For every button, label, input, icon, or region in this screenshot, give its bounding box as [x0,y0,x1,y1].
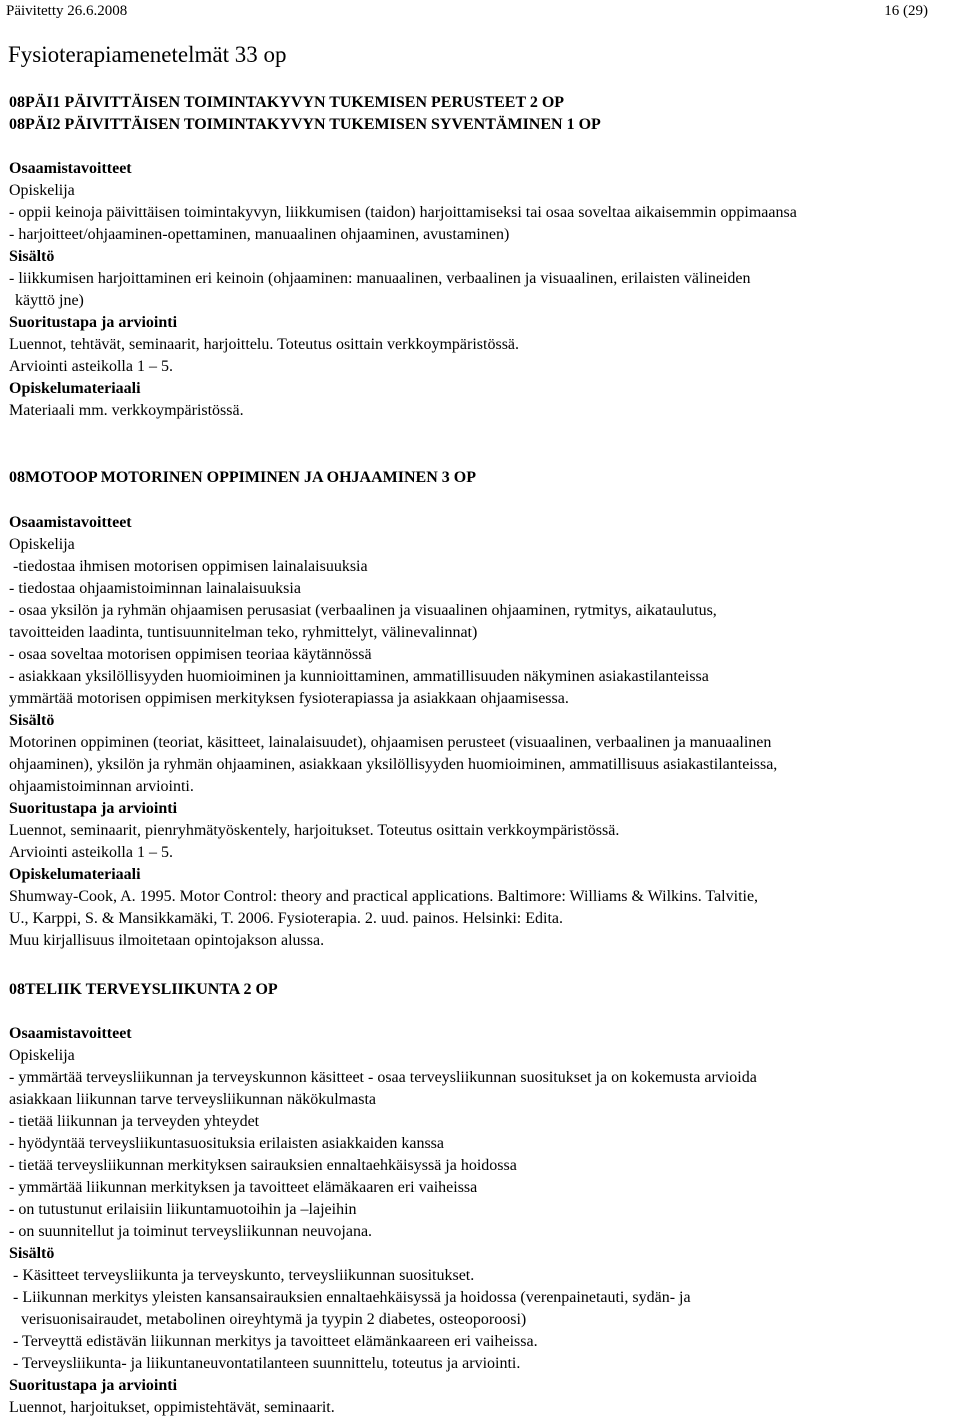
goal-item: -tiedostaa ihmisen motorisen oppimisen lainalaisuuksia [9,558,368,575]
goal-item: - ymmärtää terveysliikunnan ja terveyskunnon käsitteet - osaa terveysliikunnan suositukset ja on kokemusta arvioida [9,1069,757,1086]
goal-item: - hyödyntää terveysliikuntasuosituksia erilaisten asiakkaiden kanssa [9,1135,444,1152]
content-item: verisuonisairaudet, metabolinen oireyhtymä ja tyypin 2 diabetes, osteoporoosi) [9,1311,527,1328]
material-item: Muu kirjallisuus ilmoitetaan opintojakson alussa. [9,932,325,949]
goal-item: - on suunnitellut ja toiminut terveysliikunnan neuvojana. [9,1223,373,1240]
content-item: - Terveysliikunta- ja liikuntaneuvontatilanteen suunnittelu, toteutus ja arviointi. [9,1355,521,1372]
course-paiv-body [9,158,950,422]
goal-item: ymmärtää motorisen oppimisen merkityksen fysioterapiassa ja asiakkaan ohjaamisessa. [9,690,569,707]
method-item: Luennot, seminaarit, pienryhmätyöskentely, harjoitukset. Toteutus osittain verkkoympäristössä. [9,822,620,839]
content-item: - liikkumisen harjoittaminen eri keinoin (ohjaaminen: manuaalinen, verbaalinen ja visuaalinen, erilaisten välineiden [9,270,751,287]
method-item: Arviointi asteikolla 1 – 5. [9,844,173,861]
course-teliik [9,979,950,1001]
course-paiv [9,92,950,136]
content-item: ohjaaminen), yksilön ja ryhmän ohjaaminen, asiakkaan yksilöllisyyden huomioiminen, ammatillisuus asiakastilanteissa, [9,756,778,773]
content-heading: Sisältö [9,712,55,729]
student-label: Opiskelija [9,1047,75,1064]
goal-item: asiakkaan liikunnan tarve terveysliikunnan näkökulmasta [9,1091,376,1108]
goals-heading: Osaamistavoitteet [9,514,132,531]
goals-heading: Osaamistavoitteet [9,160,132,177]
course-title: 08PÄI1 PÄIVITTÄISEN TOIMINTAKYVYN TUKEMISEN PERUSTEET 2 OP [9,94,565,111]
goal-item: - ymmärtää liikunnan merkityksen ja tavoitteet elämäkaaren eri vaiheissa [9,1179,478,1196]
goal-item: - on tutustunut erilaisiin liikuntamuotoihin ja –lajeihin [9,1201,357,1218]
goal-item: - osaa soveltaa motorisen oppimisen teoriaa käytännössä [9,646,372,663]
method-item: Arviointi asteikolla 1 – 5. [9,358,173,375]
document-title: Fysioterapiamenetelmät 33 op [8,42,287,67]
student-label: Opiskelija [9,182,75,199]
course-teliik-body [9,1023,950,1419]
content-item: - Liikunnan merkitys yleisten kansansairauksien ennaltaehkäisyssä ja hoidossa (verenpainetauti, sydän- ja [9,1289,691,1306]
course-title: 08TELIIK TERVEYSLIIKUNTA 2 OP [9,981,278,998]
course-motoop-body [9,512,950,952]
goal-item: tavoitteiden laadinta, tuntisuunnitelman teko, ryhmittelyt, välinevalinnat) [9,624,478,641]
material-item: Shumway-Cook, A. 1995. Motor Control: theory and practical applications. Baltimore: Williams & Wilkins. Talvitie, [9,888,759,905]
page-header [6,2,950,22]
content-item: ohjaamistoiminnan arviointi. [9,778,194,795]
content-item: käyttö jne) [15,292,84,309]
page-number: 16 (29) [884,3,928,19]
course-title: 08PÄI2 PÄIVITTÄISEN TOIMINTAKYVYN TUKEMISEN SYVENTÄMINEN 1 OP [9,116,601,133]
method-heading: Suoritustapa ja arviointi [9,1377,178,1394]
goal-item: - tietää liikunnan ja terveyden yhteydet [9,1113,260,1130]
material-heading: Opiskelumateriaali [9,380,141,397]
material-item: Materiaali mm. verkkoympäristössä. [9,402,244,419]
goal-item: - tiedostaa ohjaamistoiminnan lainalaisuuksia [9,580,301,597]
content-item: - Käsitteet terveysliikunta ja terveyskunto, terveysliikunnan suositukset. [9,1267,475,1284]
course-motoop [9,467,950,489]
content-item: Motorinen oppiminen (teoriat, käsitteet, lainalaisuudet), ohjaamisen perusteet (visuaalinen, verbaalinen ja manuaalinen [9,734,772,751]
course-title: 08MOTOOP MOTORINEN OPPIMINEN JA OHJAAMINEN 3 OP [9,469,476,486]
updated-date: Päivitetty 26.6.2008 [6,3,128,19]
student-label: Opiskelija [9,536,75,553]
content-heading: Sisältö [9,248,55,265]
content-heading: Sisältö [9,1245,55,1262]
method-item: Luennot, tehtävät, seminaarit, harjoittelu. Toteutus osittain verkkoympäristössä. [9,336,520,353]
goal-item: - asiakkaan yksilöllisyyden huomioiminen ja kunnioittaminen, ammatillisuuden näkyminen asiakastilanteissa [9,668,709,685]
method-item: Luennot, harjoitukset, oppimistehtävät, seminaarit. [9,1399,335,1416]
goal-item: - harjoitteet/ohjaaminen-opettaminen, manuaalinen ohjaaminen, avustaminen) [9,226,510,243]
content-item: - Terveyttä edistävän liikunnan merkitys ja tavoitteet elämänkaareen eri vaiheissa. [9,1333,538,1350]
goal-item: - osaa yksilön ja ryhmän ohjaamisen perusasiat (verbaalinen ja visuaalinen ohjaaminen, rytmitys, aikataulutus, [9,602,717,619]
material-item: U., Karppi, S. & Mansikkamäki, T. 2006. Fysioterapia. 2. uud. painos. Helsinki: Edita. [9,910,564,927]
goals-heading: Osaamistavoitteet [9,1025,132,1042]
method-heading: Suoritustapa ja arviointi [9,800,178,817]
method-heading: Suoritustapa ja arviointi [9,314,178,331]
goal-item: - tietää terveysliikunnan merkityksen sairauksien ennaltaehkäisyssä ja hoidossa [9,1157,517,1174]
material-heading: Opiskelumateriaali [9,866,141,883]
goal-item: - oppii keinoja päivittäisen toimintakyvyn, liikkumisen (taidon) harjoittamiseksi tai osaa soveltaa aikaisemmin oppimaansa [9,204,797,221]
